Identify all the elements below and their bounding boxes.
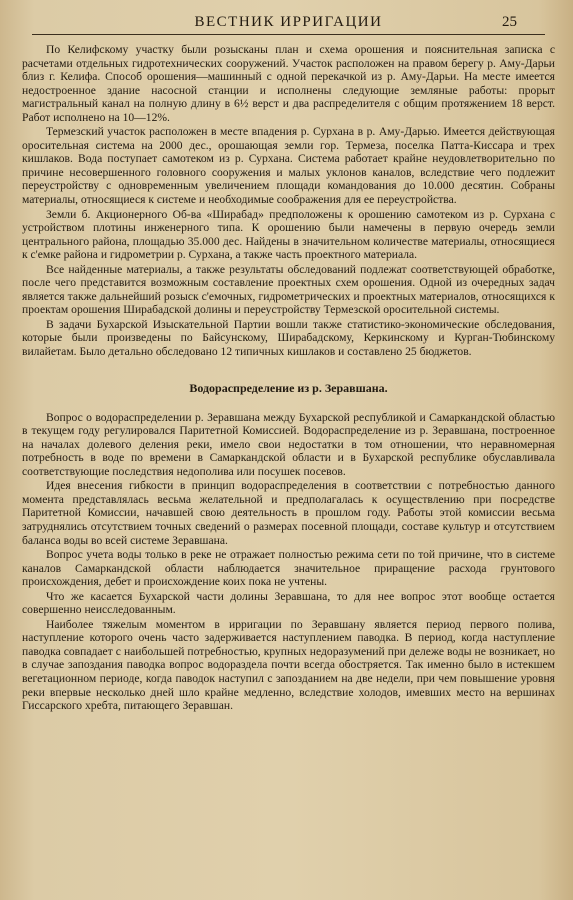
paragraph-first-watering: Наиболее тяжелым моментом в ирригации по Зеравшану является период первого полива, наступление которого очень часто задерживается наступлением паводка. В период, когда наступление паводка совпадает с наибольшей потребностью, крупных недоразумений при дележе воды не возникает, но в случае запоздания паводка вопрос водораздела почти всегда обостряется. Так именно было в истекшем вегетационном периоде, когда паводок наступил с запозданием на две недели, при чем повышение уровня реки впервые несколько дней шло крайне медленно, вследствие холодов, имевших место на вершинах Гиссарского хребта, питающего Зеравшан. <box>22 617 555 713</box>
paragraph-bukhara: Что же касается Бухарской части долины Зеравшана, то для нее вопрос этот вообще остается совершенно неисследованным. <box>22 589 555 617</box>
page-header <box>32 14 545 35</box>
paragraph-distribution: Вопрос о водораспределении р. Зеравшана между Бухарской республикой и Самаркандской областью в текущем году регулировался Паритетной Комиссией. Водораспределение из р. Зеравшана, построенное на началах долевого деления реки, имело свои недостатки в том отношении, что неравномерная потребность в воде по времени в Самаркандской области и в Бухарской республике обуславливала соответствующие последствия недополива или посушек посевов. <box>22 410 555 478</box>
paragraph-materials: Все найденные материалы, а также результаты обследований подлежат соответствующей обработке, после чего представится возможным составление проектных схем орошения. Одной из очередных задач является также дальнейший розыск с'емочных, гидрометрических и проектных материалов, относящихся к проектам орошения Ширабадской долины и переустройству Термезской оросительной системы. <box>22 262 555 317</box>
bottom-section <box>22 411 555 713</box>
paragraph-accounting: Вопрос учета воды только в реке не отражает полностью режима сети по той причине, что в системе каналов Самаркандской области наблюдается значительное приращение расхода грунтового происхождения, дебет и происхождение коих пока не учтены. <box>22 548 555 589</box>
paragraph-kelif: По Келифскому участку были розысканы план и схема орошения и пояснительная записка с расчетами отдельных гидротехнических сооружений. Участок расположен на правом берегу р. Аму-Дарьи близ г. Келифа. Способ орошения—машинный с одной перекачкой из р. Аму-Дарьи. На месте имеется недостроенное здание насосной станции и исполнены следующие земляные работы: прорыт магистральный канал на полную длину в 6½ верст и два распределителя с общим протяжением 18 верст. Работ исполнено на 10—12%. <box>22 43 555 124</box>
paragraph-tasks: В задачи Бухарской Изыскательной Партии вошли также статистико-экономические обследования, которые были произведены по Байсунскому, Ширабадскому, Керкинскому и Курган-Тюбинскому вилайетам. Было детально обследовано 12 типичных кишлаков и составлено 25 бюджетов. <box>22 317 555 359</box>
paragraph-shirabad: Земли б. Акционерного Об-ва «Ширабад» предположены к орошению самотеком из р. Сурхана с устройством плотины инженерного типа. К орошению были намечены в первую очередь земли центрального района, площадью 35.000 дес. Найдены в значительном количестве материалы, относящиеся к с'емке района и гидрометрии р. Сурхана, а также часть проектного материала. <box>22 207 555 262</box>
running-title: ВЕСТНИК ИРРИГАЦИИ <box>194 14 383 30</box>
paragraph-termez: Термезский участок расположен в месте впадения р. Сурхана в р. Аму-Дарью. Имеется действующая оросительная система на 2000 дес., орошающая земли гор. Термеза, поселка Патта-Киссара и трех кишлаков. Вода поступает самотеком из р. Сурхана. Система работает крайне неудовлетворительно по причине несовершенного головного сооружения и малых уклонов каналов, вследствие чего подлежит переустройству с одновременным увеличением площади командования до 10.000 десятин. Собраны материалы, относящиеся к системе и необходимые соображения для ее переустройства. <box>22 125 555 207</box>
section-heading: Водораспределение из р. Зеравшана. <box>189 380 388 395</box>
paragraph-flexibility: Идея внесения гибкости в принцип водораспределения в соответствии с потребностью данного момента представлялась весьма желательной и предполагалась к осуществлению при посредстве Паритетной Комиссии, начавшей свою деятельность в прошлом году. Работы этой комиссии весьма затруднялись отсутствием точных сведений о размерах посевной площади, составе культур и отсутствием баланса воды во всей системе Зеравшана. <box>22 479 555 547</box>
page-number: 25 <box>502 14 517 30</box>
top-section <box>22 43 555 359</box>
